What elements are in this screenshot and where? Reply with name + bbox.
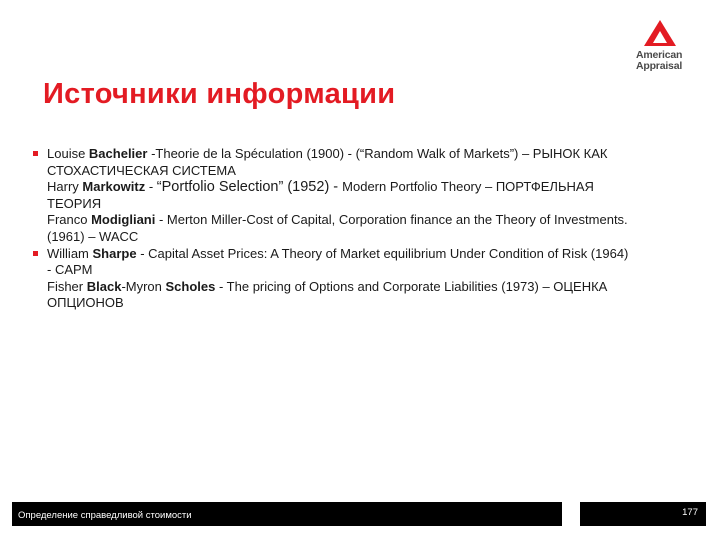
source-text: William: [47, 245, 93, 261]
company-logo: [636, 18, 698, 72]
page-number: 177: [682, 507, 698, 518]
source-paragraph: [30, 146, 630, 179]
author-name: Markowitz: [82, 179, 146, 195]
page-number-box: [580, 502, 706, 526]
author-name: Scholes: [165, 278, 216, 294]
author-name: Modigliani: [91, 212, 156, 228]
source-text: Harry: [47, 179, 83, 195]
author-name: Bachelier: [88, 146, 148, 161]
source-text: Fisher: [47, 278, 87, 294]
source-text: -Theorie de la Spéculation (1900) - (“Random Walk of Markets”) – РЫНОК КАК СТОХАСТИЧЕСКАЯ СИСТЕМА: [47, 146, 608, 178]
source-paragraph: [30, 212, 630, 245]
bullet-icon: [33, 151, 38, 156]
source-text: “Portfolio Selection” (1952) -: [156, 179, 343, 196]
source-text: -Myron: [121, 278, 166, 294]
source-paragraph: [30, 179, 630, 212]
source-text: Franco: [47, 212, 92, 228]
source-text: - Merton Miller-Cost of Capital, Corporation finance an the Theory of Investments. (1961) – WACC: [47, 212, 628, 244]
source-paragraph: [30, 246, 630, 279]
source-paragraph: [30, 279, 630, 312]
page-title: Источники информации: [43, 78, 396, 110]
bullet-icon: [33, 251, 38, 256]
logo-line1: American: [636, 49, 683, 61]
author-name: Black: [86, 278, 122, 294]
source-text: -: [145, 179, 157, 195]
source-text: - The pricing of Options and Corporate Liabilities (1973) – ОЦЕНКА ОПЦИОНОВ: [47, 278, 608, 311]
footer-bar: [12, 502, 562, 526]
sources-list: [30, 146, 630, 312]
logo-line2: Appraisal: [636, 60, 683, 72]
author-name: Sharpe: [92, 245, 137, 261]
source-text: - Capital Asset Prices: A Theory of Market equilibrium Under Condition of Risk (1964) - CAPM: [47, 245, 629, 278]
source-text: Modern Portfolio Theory – ПОРТФЕЛЬНАЯ ТЕОРИЯ: [47, 179, 594, 211]
source-text: Louise: [47, 146, 89, 161]
footer-text: Определение справедливой стоимости: [18, 510, 192, 521]
triangle-logo-icon: [642, 18, 678, 48]
